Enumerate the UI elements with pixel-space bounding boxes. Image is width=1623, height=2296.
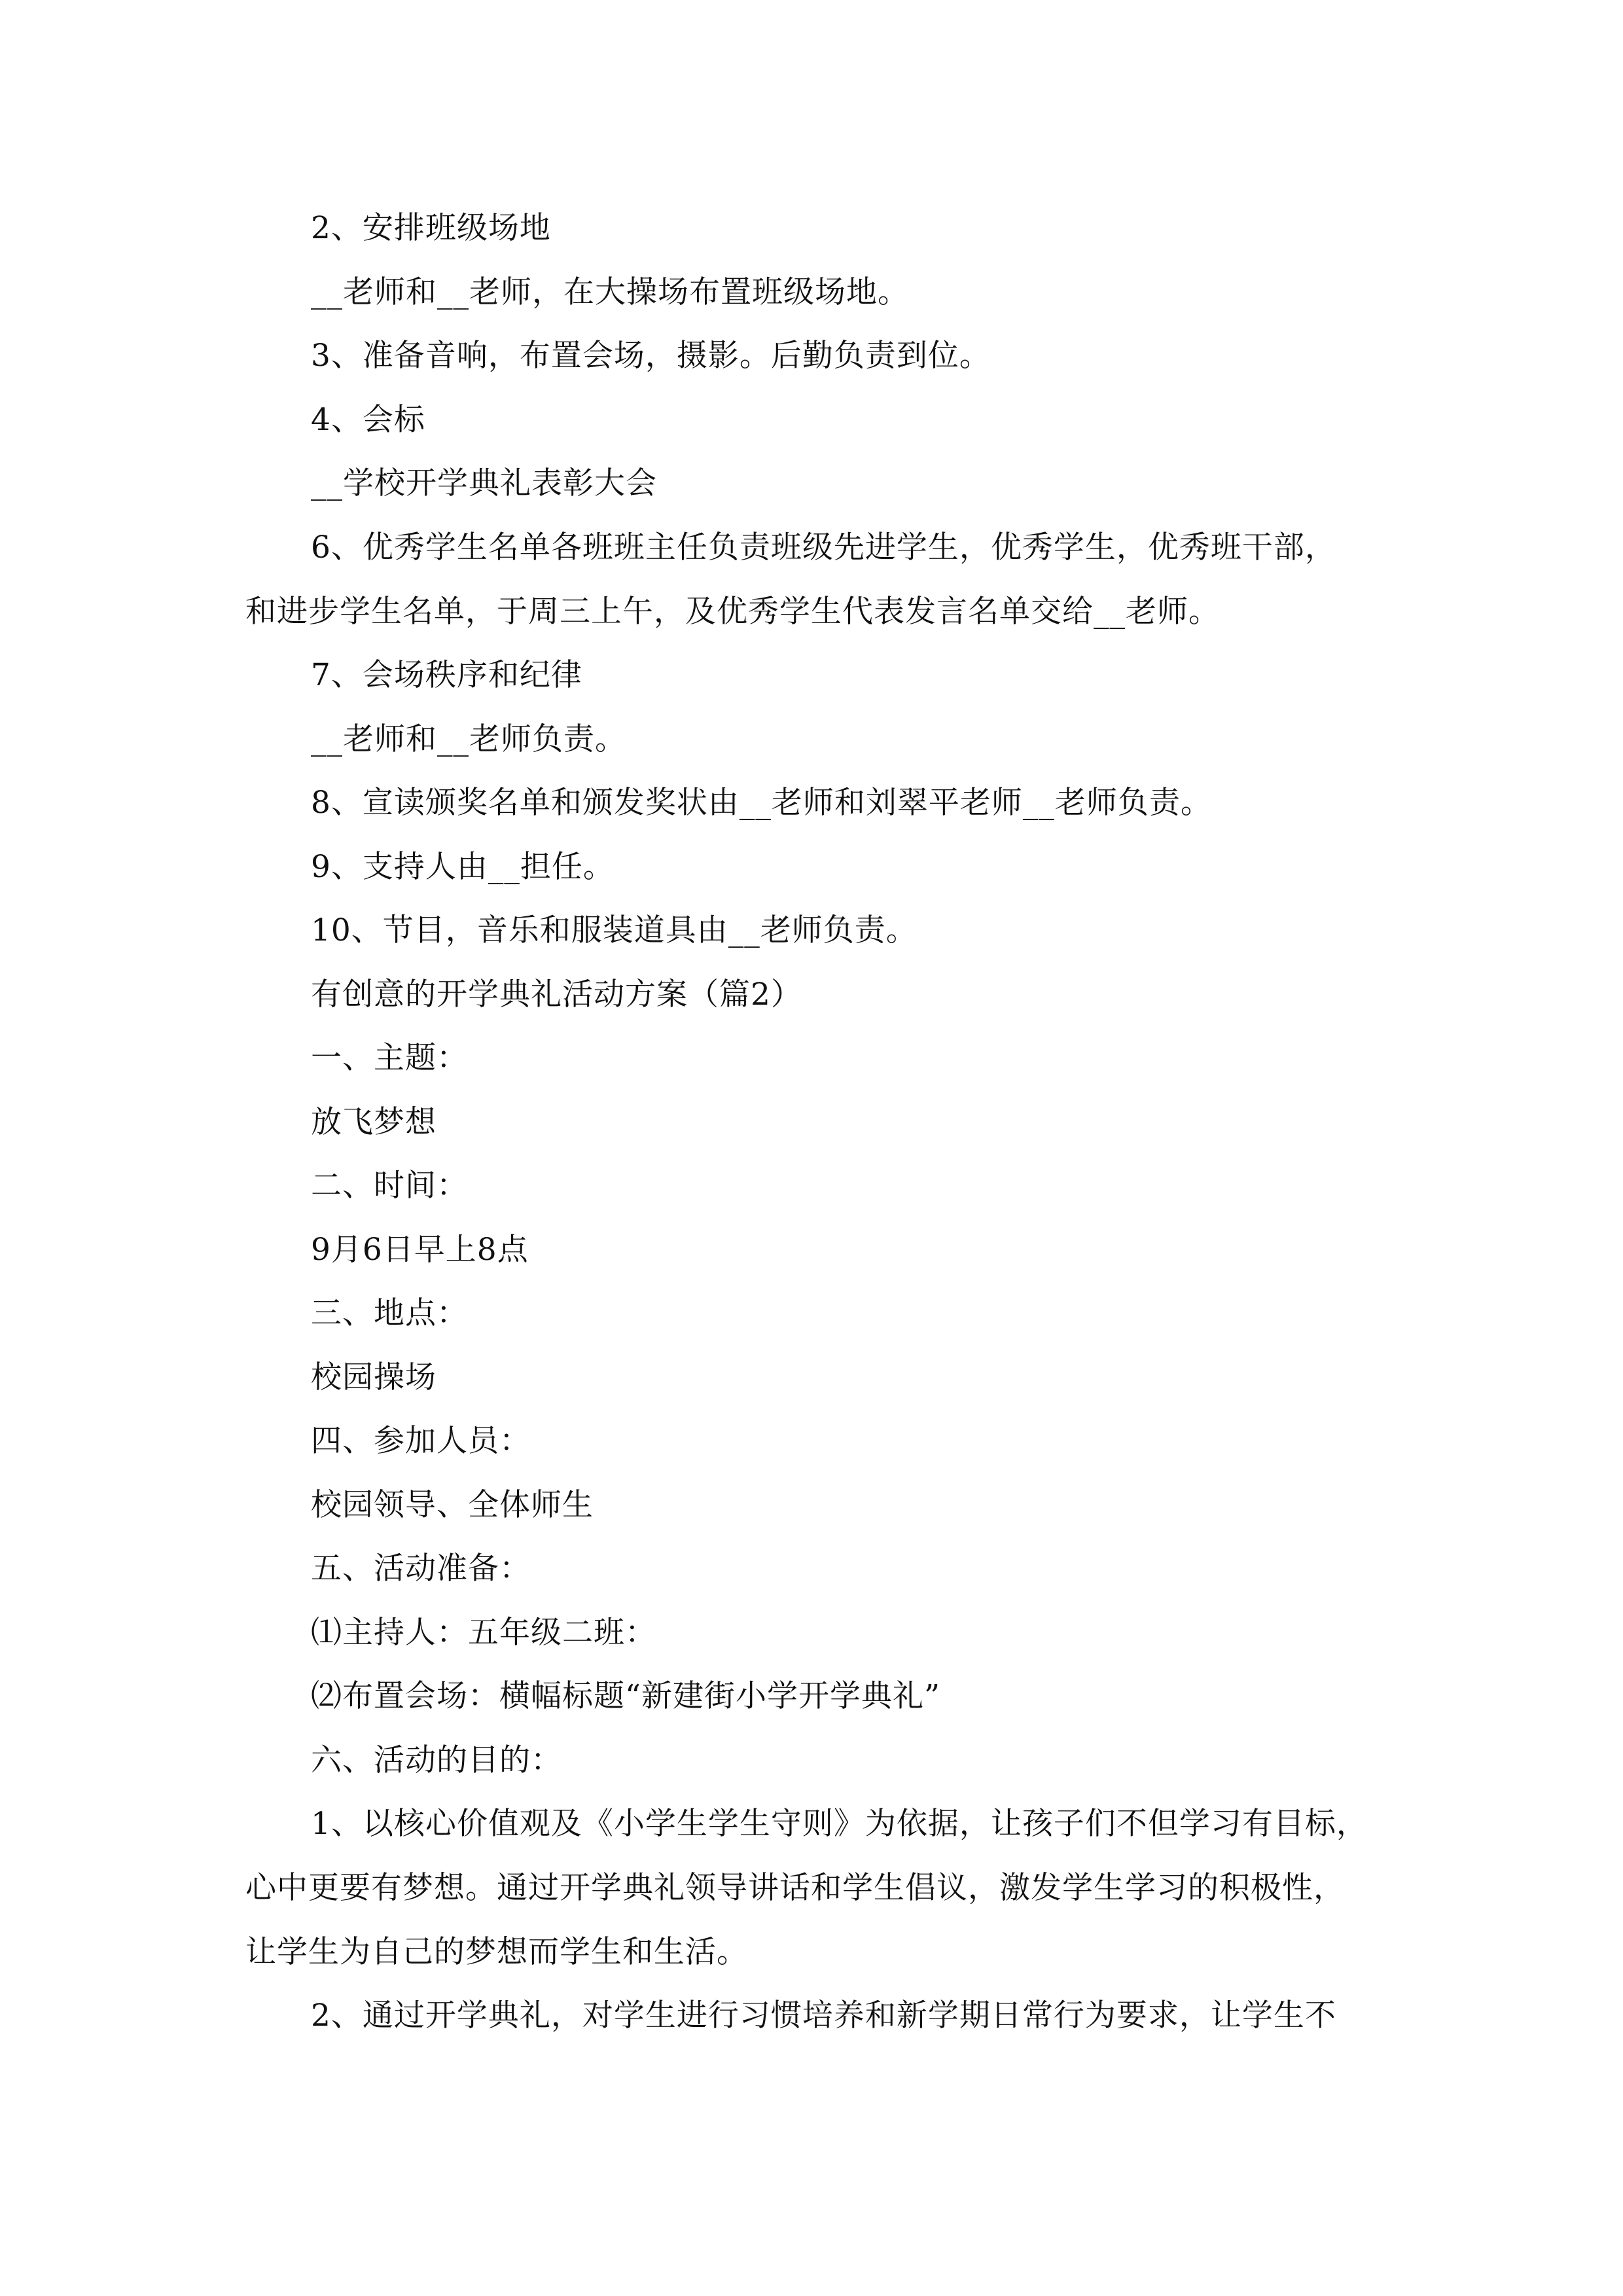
paragraph xyxy=(245,1282,1397,1346)
text-line: 四、参加人员： xyxy=(311,1423,531,1459)
paragraph xyxy=(245,1473,1397,1537)
text-line: 二、时间： xyxy=(311,1168,468,1204)
paragraph xyxy=(245,1792,1397,1984)
paragraph xyxy=(245,1346,1397,1410)
paragraph xyxy=(245,1090,1397,1155)
paragraph xyxy=(245,835,1397,899)
paragraph xyxy=(245,1218,1397,1282)
text-line: 6、优秀学生名单各班班主任负责班级先进学生，优秀学生，优秀班干部， xyxy=(311,529,1336,565)
paragraph xyxy=(245,1154,1397,1218)
text-line: 三、地点： xyxy=(311,1295,468,1331)
paragraph xyxy=(245,899,1397,963)
text-line: 心中更要有梦想。通过开学典礼领导讲话和学生倡议，激发学生学习的积极性， xyxy=(245,1870,1345,1906)
text-line: 7、会场秩序和纪律 xyxy=(311,657,582,693)
text-line: 2、安排班级场地 xyxy=(311,210,551,246)
paragraph xyxy=(245,260,1397,325)
text-line: 有创意的开学典礼活动方案（篇2） xyxy=(311,977,802,1013)
section-heading xyxy=(245,963,1397,1027)
text-line: 校园领导、全体师生 xyxy=(311,1487,594,1523)
paragraph xyxy=(245,516,1397,644)
text-line: ⑵布置会场：横幅标题“新建街小学开学典礼” xyxy=(311,1678,941,1714)
text-line: 一、主题： xyxy=(311,1040,468,1076)
paragraph xyxy=(245,1026,1397,1090)
text-line: ⑴主持人：五年级二班： xyxy=(311,1615,656,1651)
text-line: 五、活动准备： xyxy=(311,1551,531,1587)
text-line: 让学生为自己的梦想而学生和生活。 xyxy=(245,1934,748,1970)
paragraph xyxy=(245,771,1397,835)
text-line: __老师和__老师负责。 xyxy=(311,721,626,757)
paragraph xyxy=(245,1409,1397,1473)
text-line: 和进步学生名单，于周三上午，及优秀学生代表发言名单交给__老师。 xyxy=(245,594,1220,630)
paragraph xyxy=(245,1984,1397,2048)
text-line: __老师和__老师，在大操场布置班级场地。 xyxy=(311,274,909,310)
paragraph xyxy=(245,324,1397,388)
paragraph xyxy=(245,388,1397,452)
paragraph xyxy=(245,1729,1397,1793)
text-line: 1、以核心价值观及《小学生学生守则》为依据，让孩子们不但学习有目标， xyxy=(311,1806,1368,1842)
text-line: __学校开学典礼表彰大会 xyxy=(311,465,657,501)
text-line: 3、准备音响，布置会场，摄影。后勤负责到位。 xyxy=(311,338,991,374)
paragraph xyxy=(245,1537,1397,1601)
text-line: 2、通过开学典礼，对学生进行习惯培养和新学期日常行为要求，让学生不 xyxy=(311,1998,1336,2034)
paragraph xyxy=(245,1664,1397,1729)
paragraph xyxy=(245,452,1397,516)
text-line: 9月6日早上8点 xyxy=(311,1232,529,1268)
text-line: 8、宣读颁奖名单和颁发奖状由__老师和刘翠平老师__老师负责。 xyxy=(311,785,1212,821)
paragraph xyxy=(245,1601,1397,1665)
paragraph xyxy=(245,643,1397,708)
text-line: 10、节目，音乐和服装道具由__老师负责。 xyxy=(311,912,918,948)
text-line: 9、支持人由__担任。 xyxy=(311,849,615,885)
paragraph xyxy=(245,196,1397,260)
text-line: 六、活动的目的： xyxy=(311,1742,562,1778)
text-line: 放飞梦想 xyxy=(311,1104,437,1140)
paragraph xyxy=(245,708,1397,772)
text-line: 4、会标 xyxy=(311,402,425,438)
text-line: 校园操场 xyxy=(311,1359,437,1395)
